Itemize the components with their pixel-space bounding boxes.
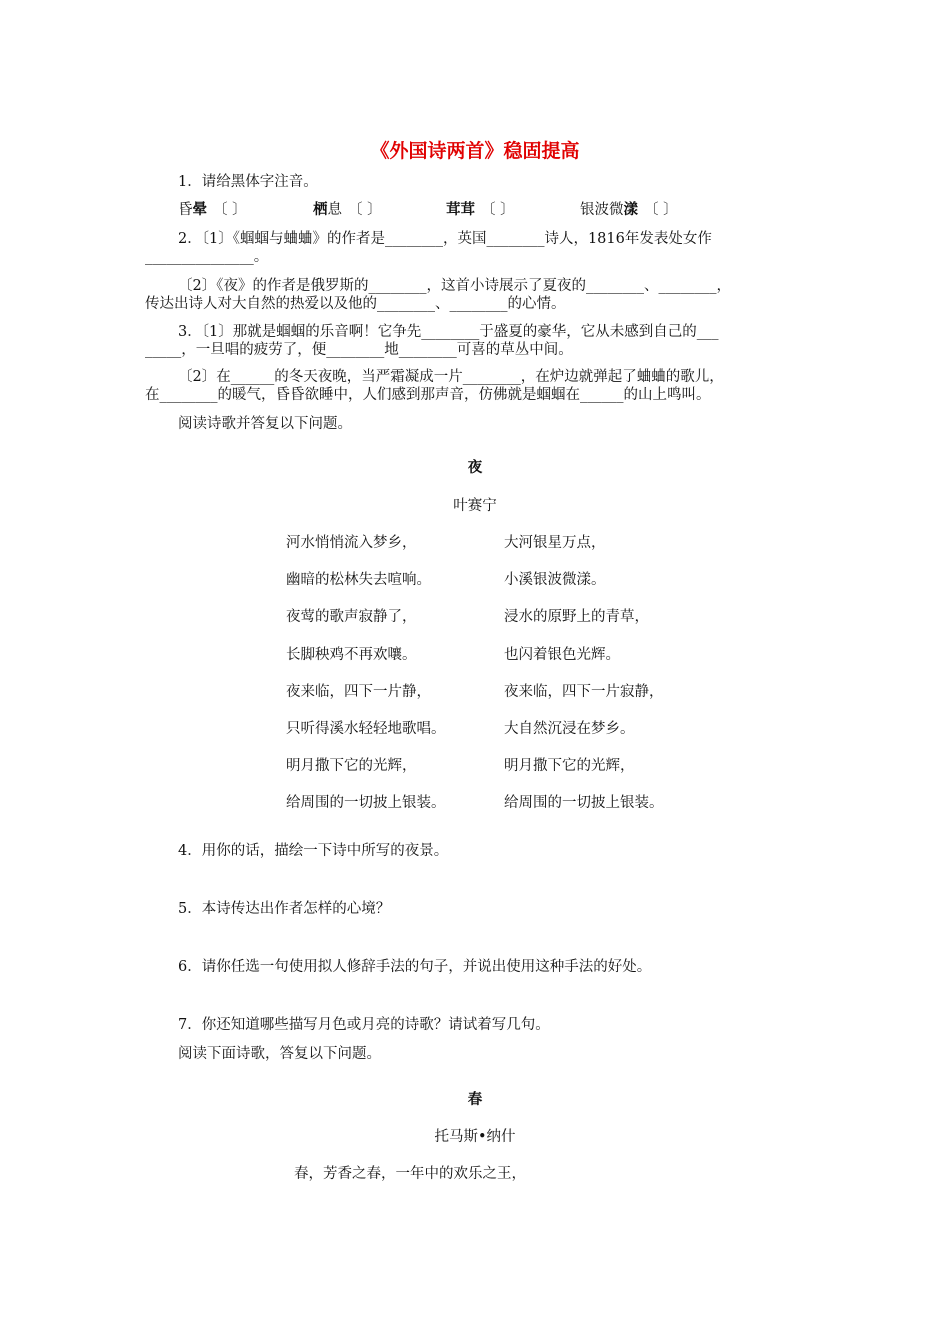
question-3-line-2: _____，一旦唱的疲劳了，便________地________可喜的草丛中间。 <box>145 342 573 358</box>
question-2-line-2: _______________。 <box>145 249 269 265</box>
question-1: 1．请给黑体字注音。 <box>178 174 318 190</box>
poem-1-author: 叶赛宁 <box>453 498 497 514</box>
poem-1-title: 夜 <box>467 460 483 476</box>
poem-line: 夜莺的歌声寂静了， <box>286 609 417 625</box>
poem-line: 明月撒下它的光辉， <box>504 758 635 774</box>
question-3-line-1: 3．〔1〕那就是蝈蝈的乐音啊！它争先________于盛夏的豪华，它从未感到自己的___ <box>178 324 719 340</box>
poem-line: 幽暗的松林失去喧响。 <box>286 572 431 588</box>
question-2-line-4: 传达出诗人对大自然的热爱以及他的________、________的心情。 <box>145 296 566 312</box>
question-3-line-4: 在________的暖气，昏昏欲睡中，人们感到那声音，仿佛就是蝈蝈在______的山上鸣叫。 <box>145 387 711 403</box>
poem-2-title: 春 <box>467 1092 483 1108</box>
poem-line: 长脚秧鸡不再欢嚷。 <box>286 647 417 663</box>
question-5: 5．本诗传达出作者怎样的心境？ <box>178 901 391 917</box>
q1-item-2: 栖息 〔 〕 <box>313 202 382 218</box>
question-3-line-3: 〔2〕在______的冬天夜晚，当严霜凝成一片________，在炉边就弹起了蛐蛐的歌儿， <box>178 369 724 385</box>
poem-line: 河水悄悄流入梦乡， <box>286 535 417 551</box>
poem-line: 给周围的一切披上银装。 <box>504 795 664 811</box>
question-6: 6．请你任选一句使用拟人修辞手法的句子，并说出使用这种手法的好处。 <box>178 959 652 975</box>
poem-line: 大自然沉浸在梦乡。 <box>504 721 635 737</box>
poem-line: 夜来临，四下一片寂静， <box>504 684 664 700</box>
question-4: 4．用你的话，描绘一下诗中所写的夜景。 <box>178 843 449 859</box>
poem-line: 也闪着银色光辉。 <box>504 647 620 663</box>
q1-item-3: 茸茸 〔 〕 <box>446 202 515 218</box>
poem-line: 夜来临，四下一片静， <box>286 684 431 700</box>
q1-item-1: 昏晕 〔 〕 <box>178 202 247 218</box>
page-title: 《外国诗两首》稳固提高 <box>370 140 580 162</box>
poem-line: 大河银星万点， <box>504 535 606 551</box>
poem-line: 浸水的原野上的青草， <box>504 609 649 625</box>
question-7: 7．你还知道哪些描写月色或月亮的诗歌？请试着写几句。 <box>178 1017 550 1033</box>
poem-2-author: 托马斯•纳什 <box>434 1129 516 1145</box>
reading-instruction-1: 阅读诗歌并答复以下问题。 <box>178 416 352 432</box>
poem-line: 小溪银波微漾。 <box>504 572 606 588</box>
question-2-line-1: 2．〔1〕《蝈蝈与蛐蛐》的作者是________，英国________诗人，1816年发表处女作 <box>178 231 712 247</box>
reading-instruction-2: 阅读下面诗歌，答复以下问题。 <box>178 1046 381 1062</box>
poem-line: 给周围的一切披上银装。 <box>286 795 446 811</box>
poem-line: 明月撒下它的光辉， <box>286 758 417 774</box>
poem-line: 只听得溪水轻轻地歌唱。 <box>286 721 446 737</box>
poem-2-line-1: 春，芳香之春，一年中的欢乐之王， <box>294 1166 526 1182</box>
question-2-line-3: 〔2〕《夜》的作者是俄罗斯的________，这首小诗展示了夏夜的________、________， <box>178 278 731 294</box>
q1-item-4: 银波微漾 〔 〕 <box>580 202 678 218</box>
